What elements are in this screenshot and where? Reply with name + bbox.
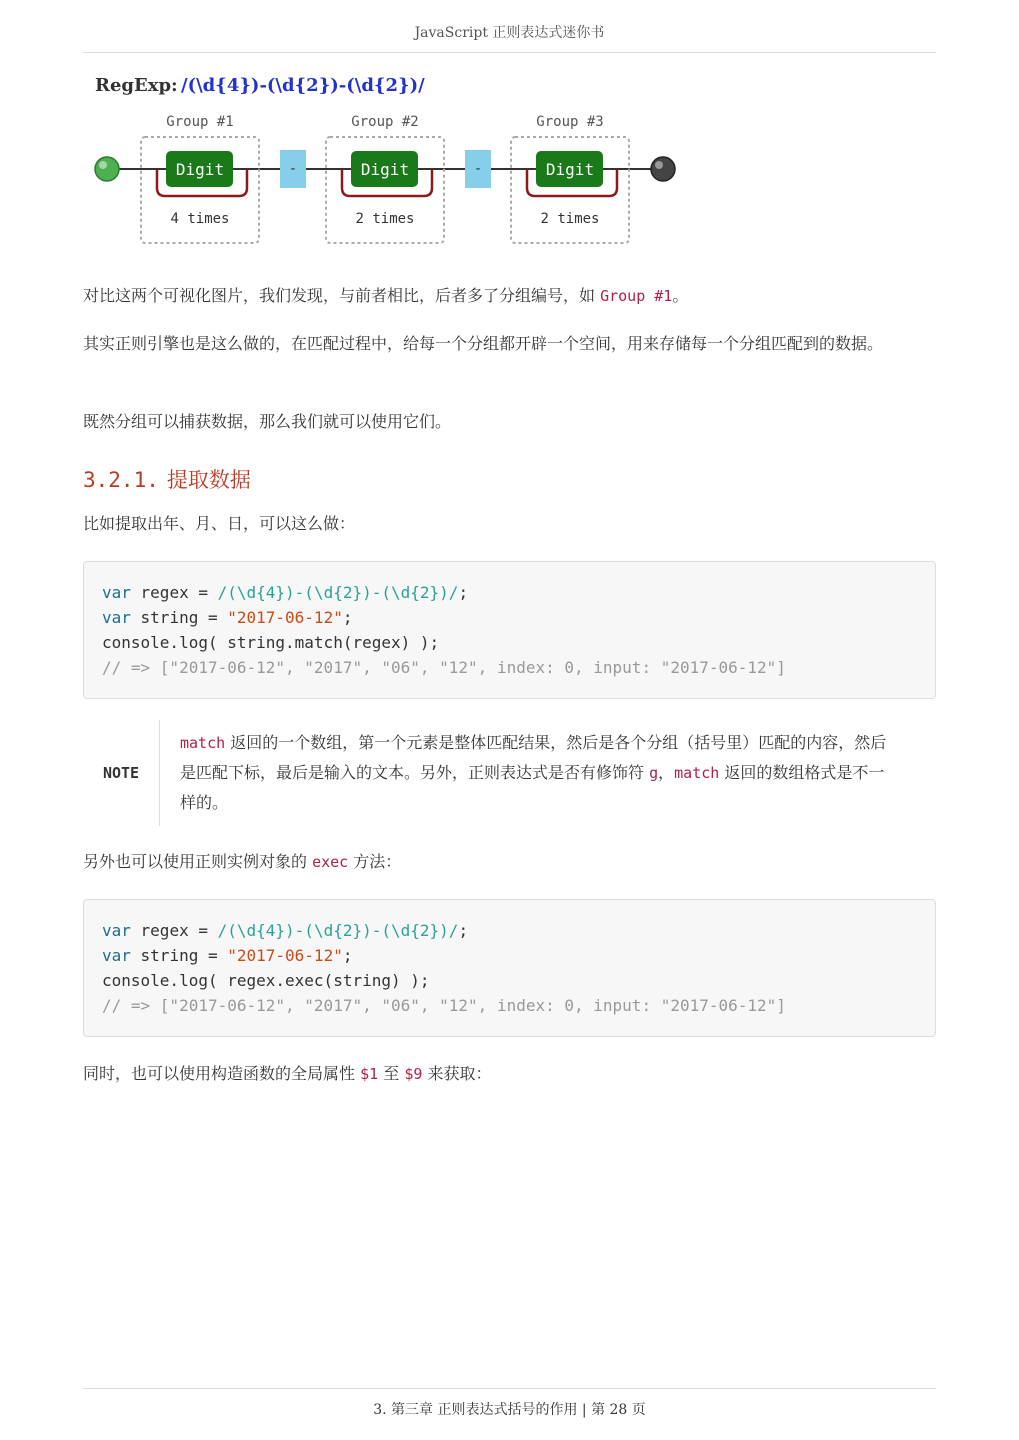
paragraph-exec: 另外也可以使用正则实例对象的 exec 方法： (83, 852, 402, 871)
inline-code: Group #1 (600, 287, 673, 305)
note-text: match 返回的一个数组，第一个元素是整体匹配结果，然后是各个分组（括号里）匹配的内容，然后是匹配下标，最后是输入的文本。另外，正则表达式是否有修饰符 g，match 返回的数组格式是不一样的。 (180, 733, 887, 812)
regex-railroad-diagram (83, 62, 703, 262)
section-heading: 3.2.1. 提取数据 (83, 468, 251, 492)
paragraph-engine: 其实正则引擎也是这么做的，在匹配过程中，给每一个分组都开辟一个空间，用来存储每一个分组匹配到的数据。 (83, 334, 884, 353)
repeat-label: 2 times (540, 211, 600, 227)
note-admonition (83, 720, 936, 826)
group-1 (141, 114, 259, 243)
group-3 (511, 114, 629, 243)
paragraph-compare: 对比这两个可视化图片，我们发现，与前者相比，后者多了分组编号，如 Group #1。 (83, 286, 689, 305)
digit-label: Digit (360, 160, 410, 179)
repeat-label: 2 times (355, 211, 415, 227)
digit-label: Digit (175, 160, 225, 179)
paragraph-global: 同时，也可以使用构造函数的全局属性 $1 至 $9 来获取： (83, 1064, 492, 1083)
paragraph-extract: 比如提取出年、月、日，可以这么做： (83, 514, 356, 533)
group-2 (326, 114, 444, 243)
separator-1 (280, 150, 306, 188)
svg-text:-: - (473, 161, 483, 177)
running-header: JavaScript 正则表达式迷你书 (83, 22, 936, 53)
paragraph-capture: 既然分组可以捕获数据，那么我们就可以使用它们。 (83, 412, 452, 431)
note-label: NOTE (83, 720, 160, 826)
page-footer: 3. 第三章 正则表达式括号的作用 | 第 28 页 (83, 1388, 936, 1419)
regexp-label: RegExp: (95, 75, 178, 96)
start-node (95, 157, 119, 181)
regexp-pattern: /(\d{4})-(\d{2})-(\d{2})/ (181, 75, 425, 96)
group-title: Group #1 (166, 114, 234, 130)
svg-text:-: - (288, 161, 298, 177)
code-block-match: var regex = /(\d{4})-(\d{2})-(\d{2})/; var string = "2017-06-12"; console.log( string.match(regex) ); // => ["2017-06-12", "2017", "06", "12", index: 0, input: "2017-06-12"] (83, 561, 936, 699)
code-block-exec: var regex = /(\d{4})-(\d{2})-(\d{2})/; var string = "2017-06-12"; console.log( regex.exec(string) ); // => ["2017-06-12", "2017", "06", "12", index: 0, input: "2017-06-12"] (83, 899, 936, 1037)
separator-2 (465, 150, 491, 188)
group-title: Group #2 (351, 114, 419, 130)
end-node (651, 157, 675, 181)
group-title: Group #3 (536, 114, 604, 130)
digit-label: Digit (545, 160, 595, 179)
repeat-label: 4 times (170, 211, 230, 227)
